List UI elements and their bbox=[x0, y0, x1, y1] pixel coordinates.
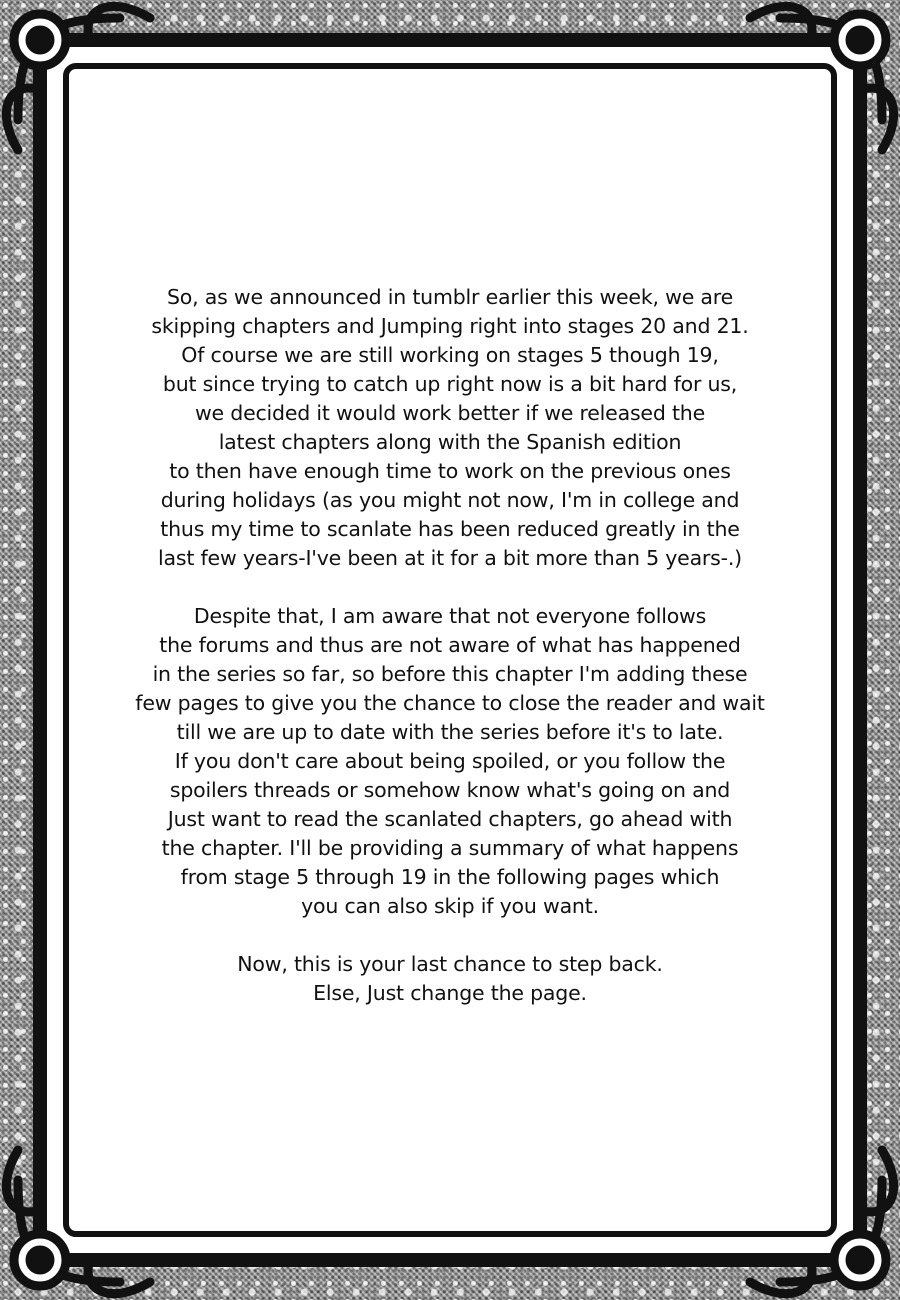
text-line: the forums and thus are not aware of what has happened bbox=[159, 633, 741, 657]
text-line: the chapter. I'll be providing a summary of what happens bbox=[161, 836, 739, 860]
text-line: Else, Just change the page. bbox=[313, 981, 587, 1005]
text-line: till we are up to date with the series before it's to late. bbox=[176, 720, 724, 744]
text-line: but since trying to catch up right now is a bit hard for us, bbox=[162, 372, 738, 396]
text-line: from stage 5 through 19 in the following pages which bbox=[180, 865, 720, 889]
text-line: latest chapters along with the Spanish edition bbox=[218, 430, 682, 454]
scanlator-note bbox=[90, 283, 810, 1037]
text-line: thus my time to scanlate has been reduced greatly in the bbox=[160, 517, 740, 541]
paragraph-3 bbox=[90, 950, 810, 1008]
text-line: spoilers threads or somehow know what's going on and bbox=[169, 778, 731, 802]
text-line: If you don't care about being spoiled, or you follow the bbox=[174, 749, 726, 773]
paragraph-1 bbox=[90, 283, 810, 573]
text-line: we decided it would work better if we released the bbox=[194, 401, 706, 425]
text-line: Just want to read the scanlated chapters, go ahead with bbox=[167, 807, 733, 831]
text-line: to then have enough time to work on the previous ones bbox=[169, 459, 731, 483]
paragraph-2 bbox=[90, 602, 810, 921]
text-line: during holidays (as you might not now, I'm in college and bbox=[160, 488, 740, 512]
text-line: Despite that, I am aware that not everyone follows bbox=[193, 604, 707, 628]
text-line: you can also skip if you want. bbox=[301, 894, 599, 918]
text-line: skipping chapters and Jumping right into stages 20 and 21. bbox=[151, 314, 749, 338]
text-line: in the series so far, so before this chapter I'm adding these bbox=[152, 662, 748, 686]
text-line: Now, this is your last chance to step back. bbox=[237, 952, 663, 976]
text-line: few pages to give you the chance to close the reader and wait bbox=[135, 691, 765, 715]
text-line: So, as we announced in tumblr earlier this week, we are bbox=[166, 285, 733, 309]
text-line: Of course we are still working on stages 5 though 19, bbox=[181, 343, 719, 367]
text-line: last few years-I've been at it for a bit more than 5 years-.) bbox=[158, 546, 742, 570]
